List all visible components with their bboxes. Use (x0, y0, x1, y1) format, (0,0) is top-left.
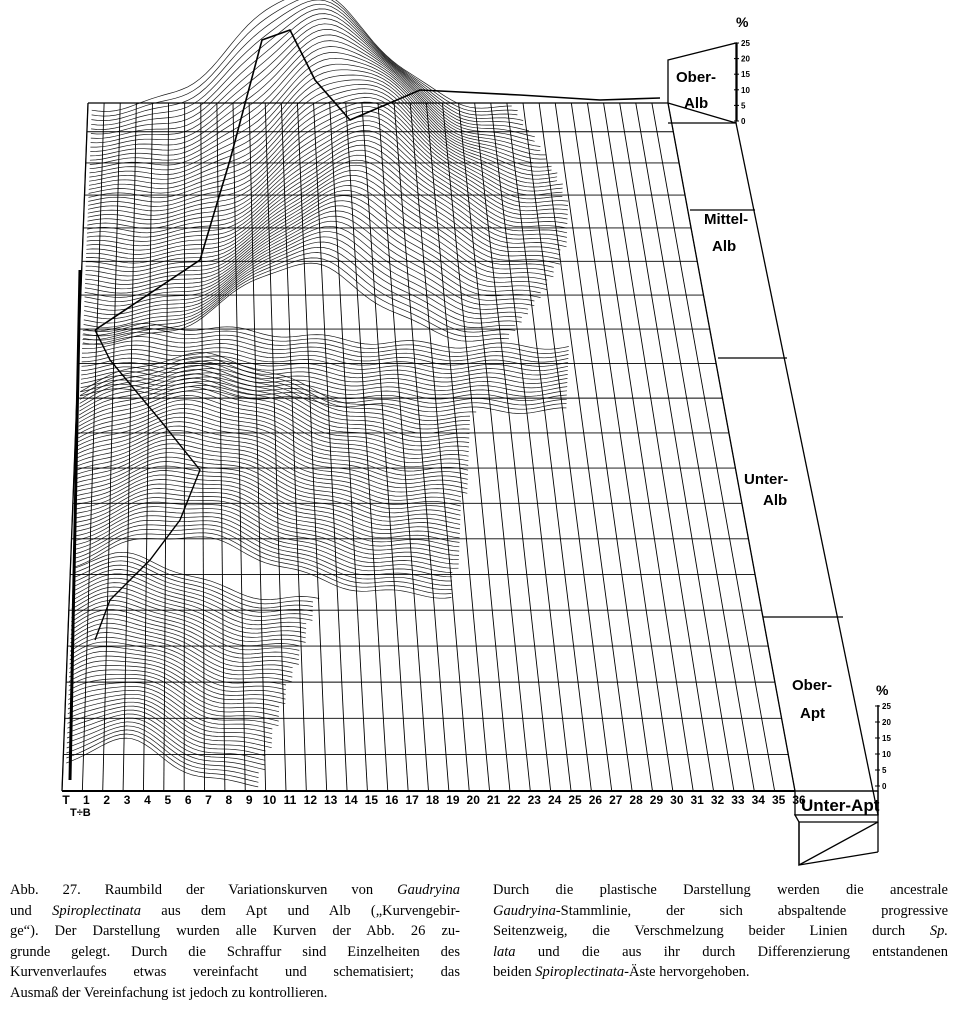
x-axis-label: 16 (385, 793, 399, 807)
x-axis-label: 24 (547, 793, 562, 807)
x-axis-label: 15 (364, 793, 379, 807)
caption-line: Durch die plastische Darstellung werden die ancestrale (493, 882, 948, 898)
scale-tick-label: 5 (882, 766, 887, 775)
x-axis-label: 1 (83, 793, 90, 807)
x-axis-label: 30 (670, 793, 684, 807)
caption-line: lata und die aus ihr durch Differenzierung entstandenen (493, 943, 948, 960)
x-axis-label: 34 (751, 793, 765, 807)
x-axis-label: 23 (527, 793, 541, 807)
x-axis-label: 28 (629, 793, 643, 807)
scale-tick-label: 10 (741, 85, 750, 95)
scale-tick-label: 0 (882, 782, 887, 791)
caption-line: grunde gelegt. Durch die Schraffur sind Einzelheiten des (10, 943, 460, 960)
scale-tick-label: 10 (882, 750, 891, 759)
x-axis-label: 36 (792, 793, 806, 807)
x-axis-label: 2 (103, 793, 111, 807)
caption-line: Seitenzweig, die Verschmelzung beider Linien durch Sp. (493, 923, 948, 939)
x-axis-label: 18 (425, 793, 440, 807)
caption-line: Abb. 27. Raumbild der Variationskurven von Gaudryina (10, 882, 460, 898)
x-axis-label: 4 (144, 793, 151, 807)
scale-tick-label: 15 (882, 734, 891, 743)
scale-tick-label: 25 (741, 39, 750, 48)
stage-label-ober-alb-2: Alb (684, 95, 709, 112)
percent-scale-top (734, 39, 750, 126)
x-axis-label: 25 (568, 793, 582, 807)
x-axis-label: 13 (324, 793, 338, 807)
x-axis-labels (62, 793, 806, 807)
x-axis-label: 12 (303, 793, 318, 807)
scale-unit-bottom: % (876, 682, 889, 698)
x-axis-label: 33 (731, 793, 745, 807)
x-axis-label: 29 (649, 793, 664, 807)
x-axis-label: 3 (123, 793, 131, 807)
scale-tick-label: 20 (741, 54, 750, 64)
x-axis-label: 6 (184, 793, 192, 807)
x-axis-label: 9 (245, 793, 253, 807)
scale-tick-label: 20 (882, 718, 891, 727)
percent-scale-bottom (875, 702, 891, 791)
caption-line: Gaudryina-Stammlinie, der sich abspaltende progressive (493, 902, 948, 919)
scale-unit-top: % (736, 14, 749, 30)
caption-continuation (493, 880, 948, 983)
stage-label-ober-apt-1: Ober- (792, 677, 833, 694)
x-axis-label: 7 (205, 793, 212, 807)
x-axis-label: 20 (466, 793, 480, 807)
x-axis-label: 19 (446, 793, 460, 807)
scale-tick-label: 5 (741, 101, 746, 111)
scale-tick-label: 15 (741, 70, 750, 80)
x-axis-label: 8 (225, 793, 233, 807)
x-axis-label: 27 (609, 793, 623, 807)
scale-tick-label: 0 (741, 117, 746, 126)
perspective-grid (62, 103, 795, 791)
x-axis-label: 21 (486, 793, 501, 807)
scale-tick-label: 25 (882, 702, 891, 711)
stage-label-unter-alb-1: Unter- (744, 471, 789, 488)
stage-label-ober-alb-1: Ober- (676, 69, 717, 86)
x-axis-label: 22 (507, 793, 521, 807)
caption-line: ge“). Der Darstellung wurden alle Kurven der Abb. 26 zu- (10, 923, 460, 939)
caption-line: und Spiroplectinata aus dem Apt und Alb („Kurvengebir- (10, 902, 461, 919)
stage-label-ober-apt-2: Apt (800, 705, 825, 722)
x-axis-label: 31 (690, 793, 704, 807)
caption-line: beiden Spiroplectinata-Äste hervorgehoben. (493, 964, 750, 980)
x-axis-label: 10 (262, 793, 277, 807)
stage-label-mittel-alb-2: Alb (712, 238, 737, 255)
x-axis-label: T (62, 793, 70, 807)
figure-caption (10, 880, 460, 1003)
x-axis-label: 17 (405, 793, 419, 807)
caption-line: Kurvenverlaufes etwas vereinfacht und schematisiert; das (10, 964, 460, 980)
caption-line: Ausmaß der Vereinfachung ist jedoch zu kontrollieren. (10, 984, 328, 1001)
x-axis-sublabel: T÷B (70, 807, 91, 819)
x-axis-label: 5 (164, 793, 172, 807)
x-axis-label: 11 (283, 793, 297, 807)
x-axis-label: 26 (588, 793, 603, 807)
stage-label-unter-alb-2: Alb (763, 492, 788, 509)
x-axis-label: 14 (344, 793, 358, 807)
stage-label-unter-apt: Unter-Apt (801, 796, 880, 815)
x-axis-label: 32 (710, 793, 725, 807)
x-axis-label: 35 (771, 793, 786, 807)
stage-label-mittel-alb-1: Mittel- (704, 211, 749, 228)
